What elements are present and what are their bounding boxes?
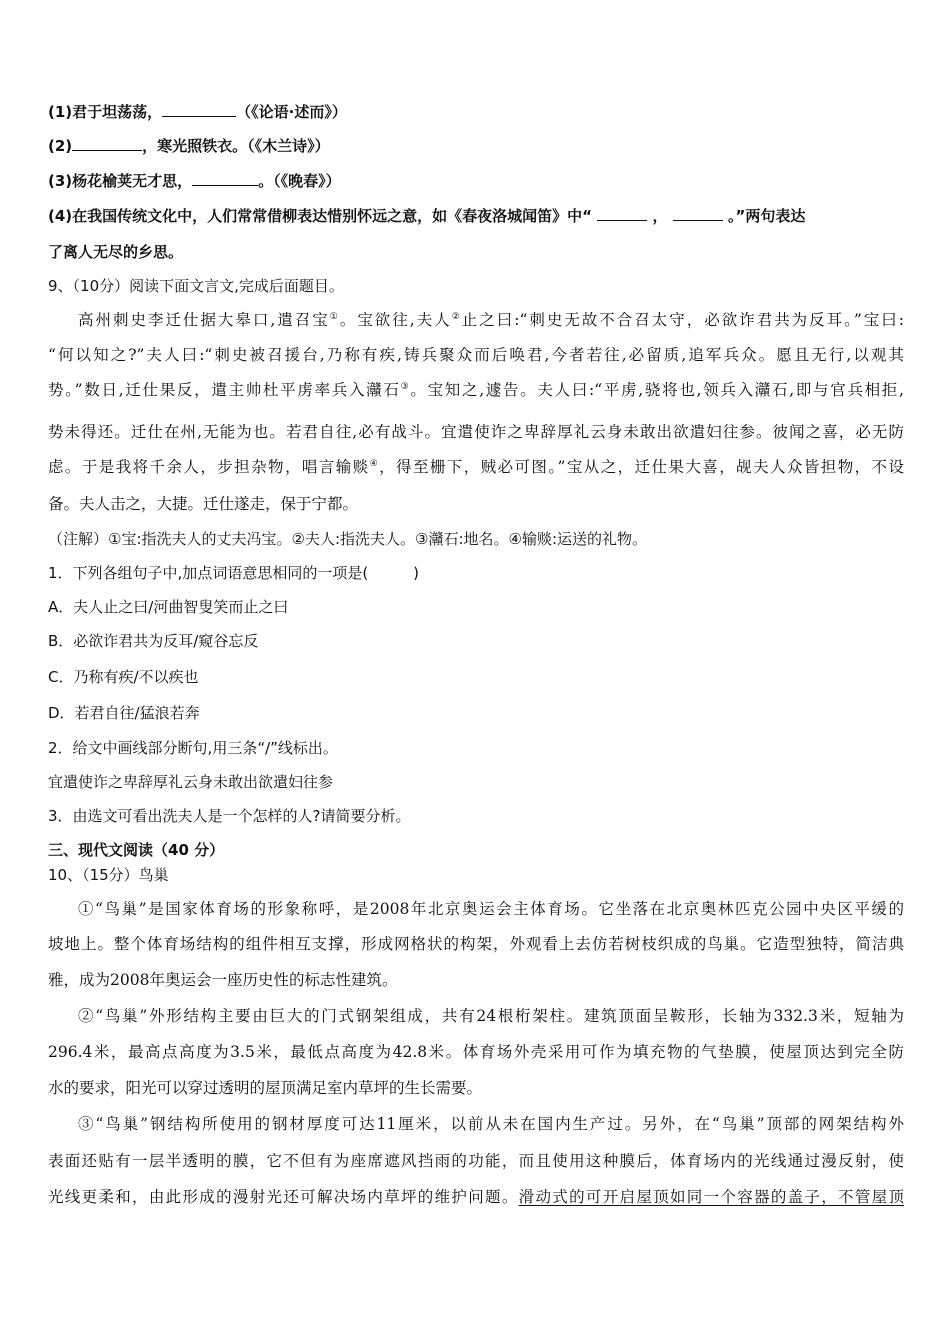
answer-blank[interactable] (162, 102, 236, 117)
dictation-item-4-cont: 了离人无尽的乡思。 (48, 243, 184, 261)
q9-passage-line-2: “何以知之?”夫人曰:“刺史被召援台,乃称有疾,铸兵聚众而后唤君,今者若往,必留质,追军兵众。愿且无行,以观其 (48, 346, 904, 364)
q9-passage-line-6: 备。夫人击之，大捷。迁仕遂走，保于宁都。 (48, 495, 359, 513)
q10-para3-line-1: ③“鸟巢”钢结构所使用的钢材厚度可达11厘米，以前从未在国内生产过。另外，在“鸟巢”顶部的网架结构外 (78, 1115, 904, 1133)
answer-blank[interactable] (673, 206, 723, 221)
q9-passage-line-4: 势未得还。迁仕在州,无能为也。若君自往,必有战斗。宜遣使诈之卑辞厚礼云身未敢出欲遣妇往参。彼闻之喜，必无防 (48, 423, 904, 441)
q9-subquestion-2-text: 宜遣使诈之卑辞厚礼云身未敢出欲遣妇往参 (48, 773, 334, 791)
option-a[interactable]: A．夫人止之曰/河曲智叟笑而止之曰 (48, 598, 289, 616)
answer-blank[interactable] (72, 136, 142, 151)
q10-para2-line-1: ②“鸟巢”外形结构主要由巨大的门式钢架组成，共有24根桁架柱。建筑顶面呈鞍形，长轴为332.3米，短轴为 (78, 1007, 904, 1025)
q9-passage-line-1: 高州刺史李迁仕据大皋口,遣召宝①。宝欲往,夫人②止之曰:“刺史无故不合召太守，必欲诈君共为反耳。”宝曰: (78, 311, 904, 329)
q9-annotation: （注解）①宝:指洗夫人的丈夫冯宝。②夫人:指洗夫人。③灨石:地名。④输赕:运送的礼物。 (48, 530, 648, 548)
q9-passage-line-3: 势。”数日,迁仕果反，遣主帅杜平虏率兵入灨石③。宝知之,遽告。夫人曰:“平虏,骁将也,领兵入灨石,即与官兵相拒, (48, 381, 904, 399)
q10-para3-line-3: 光线更柔和，由此形成的漫射光还可解决场内草坪的维护问题。滑动式的可开启屋顶如同一个容器的盖子，不管屋顶 (48, 1188, 904, 1206)
q10-para1-line-2: 坡地上。整个体育场结构的组件相互支撑，形成网格状的构架，外观看上去仿若树枝织成的鸟巢。它造型独特，简洁典 (48, 935, 904, 953)
option-c[interactable]: C．乃称有疾/不以疾也 (48, 668, 199, 686)
option-d[interactable]: D．若君自往/猛浪若奔 (48, 704, 200, 722)
section-3-title: 三、现代文阅读（40 分） (48, 841, 225, 859)
q10-header: 10、（15分）鸟巢 (48, 866, 169, 884)
underlined-sentence: 滑动式的可开启屋顶如同一个容器的盖子，不管屋顶 (518, 1188, 904, 1206)
q9-subquestion-3: 3．由选文可看出洗夫人是一个怎样的人?请简要分析。 (48, 807, 411, 825)
q10-para3-line-2: 表面还贴有一层半透明的膜，它不但有为座席遮风挡雨的功能，而且使用这种膜后，体育场内的光线通过漫反射，使 (48, 1152, 904, 1170)
option-b[interactable]: B．必欲诈君共为反耳/窥谷忘反 (48, 632, 259, 650)
q10-para2-line-2: 296.4米，最高点高度为3.5米，最低点高度为42.8米。体育场外壳采用可作为填充物的气垫膜，使屋顶达到完全防 (48, 1043, 904, 1061)
dictation-item-2: (2) ，寒光照铁衣。（《木兰诗》） (48, 137, 330, 155)
q9-header: 9、（10分）阅读下面文言文,完成后面题目。 (48, 277, 344, 295)
dictation-item-4: (4)在我国传统文化中，人们常常借柳表达惜别怀远之意，如《春夜洛城闻笛》中“ ， 。”两句表达 (48, 207, 806, 225)
answer-blank[interactable] (192, 171, 258, 186)
q10-para1-line-3: 雅，成为2008年奥运会一座历史性的标志性建筑。 (48, 971, 398, 989)
q10-para1-line-1: ①“鸟巢”是国家体育场的形象称呼，是2008年北京奥运会主体育场。它坐落在北京奥林匹克公园中央区平缓的 (78, 900, 904, 918)
q10-para2-line-3: 水的要求，阳光可以穿过透明的屋顶满足室内草坪的生长需要。 (48, 1079, 483, 1097)
dictation-item-3: (3)杨花榆荚无才思， 。（《晚春》） (48, 172, 341, 190)
answer-blank[interactable] (597, 206, 647, 221)
dictation-item-1: (1)君于坦荡荡， （《论语·述而》） (48, 103, 347, 121)
q9-subquestion-1: 1．下列各组句子中,加点词语意思相同的一项是( ) (48, 564, 420, 582)
q9-passage-line-5: 虑。于是我将千余人，步担杂物，唱言输赕④，得至栅下，贼必可图。”宝从之，迁仕果大喜，觇夫人众皆担物，不设 (48, 458, 904, 476)
q9-subquestion-2: 2．给文中画线部分断句,用三条“/”线标出。 (48, 739, 338, 757)
